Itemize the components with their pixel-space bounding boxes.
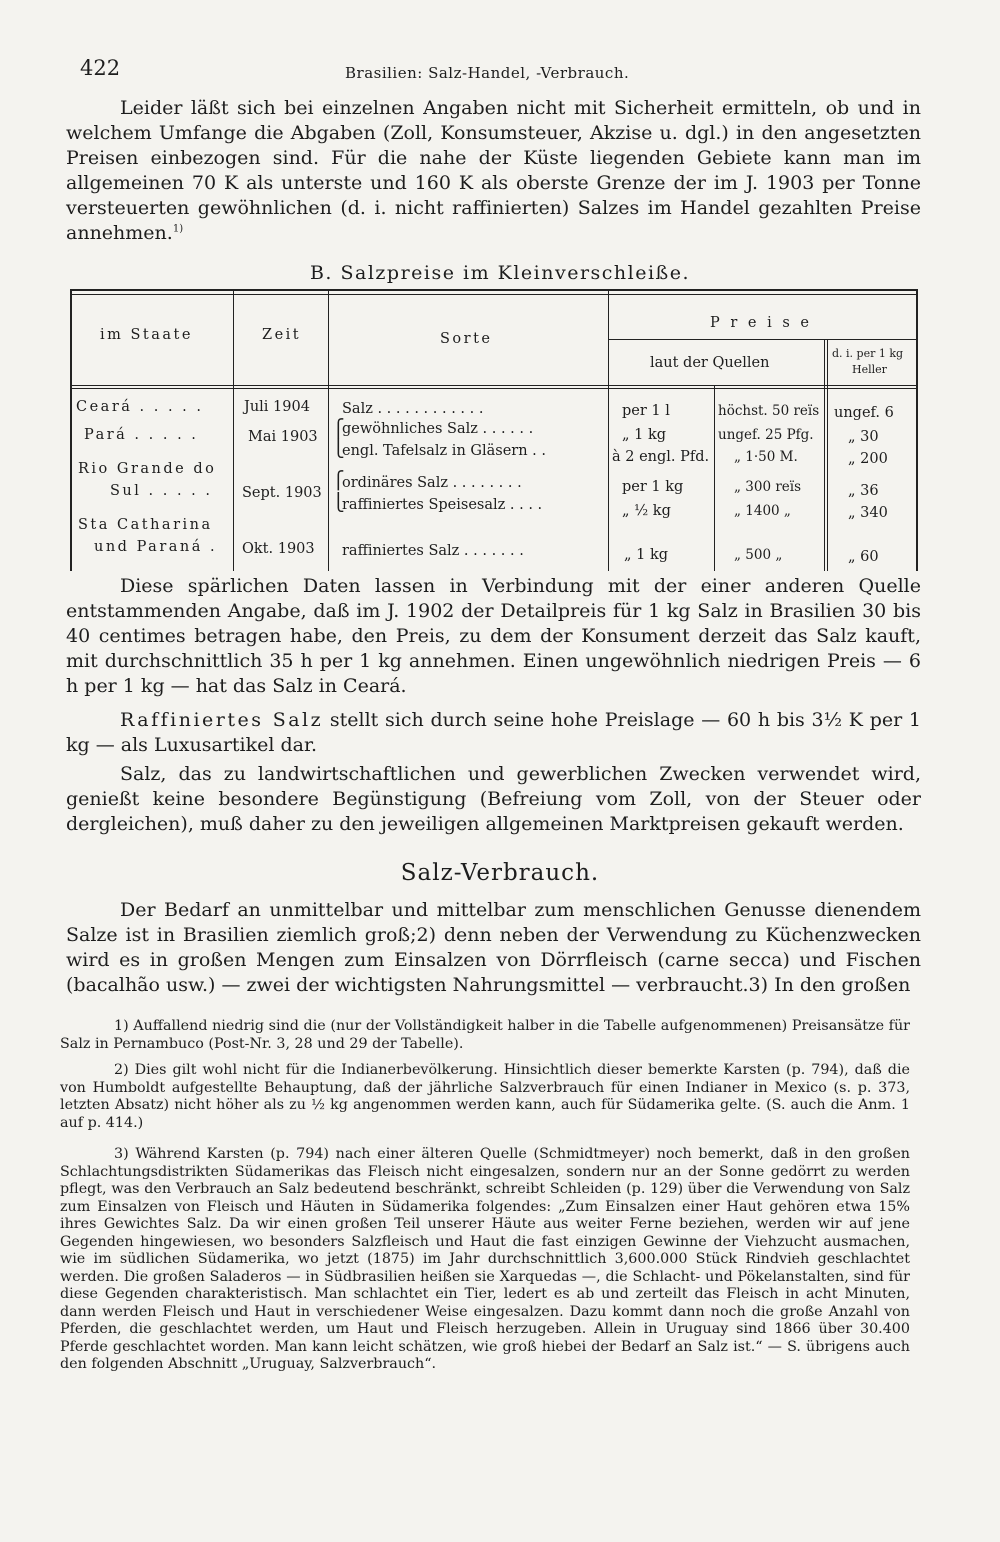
row-time: Juli 1904 xyxy=(244,399,310,415)
footnote-3: 3) Während Karsten (p. 794) nach einer älteren Quelle (Schmidtmeyer) noch bemerkt, daß in den großen Schlachtungsdistrikten Südamerikas das Fleisch nicht eingesalzen, sondern nur an der Sonne gedörrt zu werden pflegt, was den Verbrauch an Salz bedeutend beschränkt, schreibt Schleiden (p. 129) über die Verwendung von Salz zum Einsalzen von Fleisch und Häuten in Südamerika folgendes: „Zum Einsalzen einer Haut gehören etwa 15% ihres Gewichtes Salz. Da wir einen großen Teil unserer Häute aus weiter Ferne beziehen, werden wir auf jene Gegenden hingewiesen, wo besonders Salzfleisch und Haut die fast einzigen Gewinne der Viehzucht ausmachen, wie im südlichen Südamerika, wo jetzt (1875) im Jahr durchschnittlich 3,600.000 Stück Rindvieh geschlachtet werden. Die großen Saladeros — in Südbrasilien heißen sie Xarquedas —, die Schlacht- und Pökelanstalten, sind für diese Gegenden charakteristisch. Man schlachtet ein Tier, ledert es ab und zerteilt das Fleisch in acht Minuten, dann werden Fleisch und Haut in verschiedener Weise eingesalzen. Dazu kommt dann noch die große Anzahl von Pferden, die geschlachtet werden, um Haut und Fleisch herzugeben. Allein in Uruguay sind 1866 über 30.400 Pferde geschlachtet worden. Man kann leicht schätzen, wie groß hiebei der Bedarf an Salz ist.“ — S. übrigens auch den folgenden Abschnitt „Uruguay, Salzverbrauch“. xyxy=(60,1146,910,1372)
paragraph-raffiniert: Raffiniertes Salz stellt sich durch seine hohe Preislage — 60 h bis 3½ K per 1 kg — als Luxusartikel dar. xyxy=(66,709,921,756)
brace-icon: ⎩ xyxy=(332,493,345,513)
header-heller: Heller xyxy=(852,363,887,376)
row-unit: per 1 kg xyxy=(622,479,684,495)
col-rule-sort xyxy=(328,289,329,571)
row-source-price: „ 500 „ xyxy=(734,547,783,563)
footnote-1: 1) Auffallend niedrig sind die (nur der Vollständigkeit halber in die Tabelle aufgenommenen) Preisansätze für Salz in Pernambuco (Post-Nr. 3, 28 und 29 der Tabelle). xyxy=(60,1018,910,1052)
row-source-price: ungef. 25 Pfg. xyxy=(718,427,814,443)
row-sort: Salz . . . . . . . . . . . . xyxy=(342,401,484,417)
row-sort: engl. Tafelsalz in Gläsern . . xyxy=(342,443,546,459)
col-rule-heller-2 xyxy=(827,339,828,571)
table-top-rule-2 xyxy=(70,294,918,295)
section-title-b: B. Salzpreise im Kleinverschleiße. xyxy=(309,262,691,284)
row-heller: „ 340 xyxy=(848,505,888,521)
row-heller: ungef. 6 xyxy=(834,405,894,421)
row-unit: per 1 l xyxy=(622,403,670,419)
table-top-rule xyxy=(70,289,918,291)
brace-icon: ⎧ xyxy=(332,419,345,439)
header-time: Zeit xyxy=(262,327,302,343)
row-time: Mai 1903 xyxy=(248,429,318,445)
row-source-price: höchst. 50 reïs xyxy=(718,403,820,419)
row-sort: raffiniertes Speisesalz . . . . xyxy=(342,497,543,513)
row-heller: „ 36 xyxy=(848,483,879,499)
header-state: im Staate xyxy=(100,327,193,343)
row-heller: „ 200 xyxy=(848,451,888,467)
heading-salz-verbrauch: Salz-Verbrauch. xyxy=(400,860,600,886)
table-right-rule xyxy=(916,289,918,571)
row-sort: raffiniertes Salz . . . . . . . xyxy=(342,543,524,559)
paragraph-data: Diese spärlichen Daten lassen in Verbindung mit der einer anderen Quelle entstammenden Angabe, daß im J. 1902 der Detailpreis für 1 kg Salz in Brasilien 30 bis 40 centimes betragen habe, den Preis, zu dem der Konsument derzeit das Salz kauft, mit durchschnittlich 35 h per 1 kg annehmen. Einen ungewöhnlich niedrigen Preis — 6 h per 1 kg — hat das Salz in Ceará. xyxy=(66,575,921,697)
header-bottom-rule xyxy=(70,385,918,386)
row-state: und Paraná . xyxy=(94,539,218,555)
row-source-price: „ 1·50 M. xyxy=(734,449,798,465)
running-title: Brasilien: Salz-Handel, -Verbrauch. xyxy=(345,64,630,82)
row-sort: ordinäres Salz . . . . . . . . xyxy=(342,475,522,491)
prices-subheader-rule xyxy=(608,339,918,340)
footnote-ref: 1) xyxy=(172,223,184,235)
header-prices: P r e i s e xyxy=(710,315,812,331)
paragraph-consumption: Der Bedarf an unmittelbar und mittelbar zum menschlichen Genusse dienendem Salze ist in Brasilien ziemlich groß;2) denn neben der Verwendung zu Küchenzwecken wird es in großen Mengen zum Einsalzen von Dörrfleisch (carne secca) und Fischen (bacalhão usw.) — zwei der wichtigsten Nahrungsmittel — verbraucht.3) In den großen xyxy=(66,899,921,996)
row-state: Sta Catharina xyxy=(78,517,213,533)
row-unit: „ 1 kg xyxy=(622,427,667,443)
header-per-kg: d. i. per 1 kg xyxy=(832,347,904,360)
col-rule-unit xyxy=(714,385,715,571)
table-left-rule xyxy=(70,289,72,571)
row-sort: gewöhnliches Salz . . . . . . xyxy=(342,421,534,437)
row-state: Ceará . . . . . xyxy=(76,399,204,415)
header-bottom-rule-2 xyxy=(70,388,918,389)
row-time: Sept. 1903 xyxy=(242,485,322,501)
header-sort: Sorte xyxy=(440,331,493,347)
col-rule-time xyxy=(233,289,234,571)
page-number: 422 xyxy=(80,56,121,80)
row-source-price: „ 1400 „ xyxy=(734,503,791,519)
row-state: Pará . . . . . xyxy=(84,427,199,443)
row-unit: „ ½ kg xyxy=(622,503,671,519)
row-state: Sul . . . . . xyxy=(110,483,213,499)
paragraph-intro: Leider läßt sich bei einzelnen Angaben nicht mit Sicherheit ermitteln, ob und in welchem Umfange die Abgaben (Zoll, Konsumsteuer, Akzise u. dgl.) in den angesetzten Preisen einbezogen sind. Für die nahe der Küste liegenden Gebiete kann man im allgemeinen 70 K als unterste und 160 K als oberste Grenze der im J. 1903 per Tonne versteuerten gewöhnlichen (d. i. nicht raffinierten) Salzes im Handel gezahlten Preise annehmen.$^{1)}$ xyxy=(66,97,921,244)
row-heller: „ 60 xyxy=(848,549,879,565)
row-state: Rio Grande do xyxy=(78,461,217,477)
row-source-price: „ 300 reïs xyxy=(734,479,802,495)
row-unit: „ 1 kg xyxy=(624,547,669,563)
header-by-source: laut der Quellen xyxy=(650,355,770,371)
row-heller: „ 30 xyxy=(848,429,879,445)
paragraph-agriculture: Salz, das zu landwirtschaftlichen und gewerblichen Zwecken verwendet wird, genießt keine besondere Begünstigung (Befreiung vom Zoll, von der Steuer oder dergleichen), muß daher zu den jeweiligen allgemeinen Marktpreisen gekauft werden. xyxy=(66,763,921,835)
row-time: Okt. 1903 xyxy=(242,541,315,557)
brace-icon: ⎧ xyxy=(332,471,345,491)
row-unit: à 2 engl. Pfd. xyxy=(612,449,710,465)
footnote-2: 2) Dies gilt wohl nicht für die Indianerbevölkerung. Hinsichtlich dieser bemerkte Karsten (p. 794), daß die von Humboldt aufgestellte Behauptung, daß der jährliche Salzverbrauch für einen Indianer in Mexico (s. p. 373, letzten Absatz) nicht höher als zu ½ kg angenommen werden kann, auch für Südamerika gelte. (S. auch die Anm. 1 auf p. 414.) xyxy=(60,1062,910,1131)
col-rule-heller xyxy=(824,339,825,571)
price-table xyxy=(70,289,918,571)
brace-icon: ⎩ xyxy=(332,439,345,459)
col-rule-prices xyxy=(608,289,609,571)
